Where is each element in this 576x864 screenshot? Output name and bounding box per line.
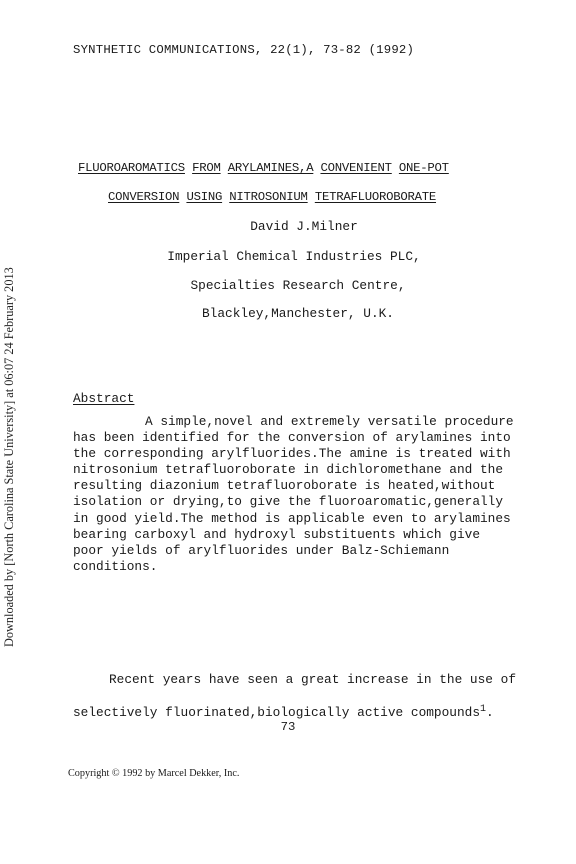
title-word: CONVERSION	[108, 190, 180, 204]
abstract-line: A simple,novel and extremely versatile procedure	[145, 414, 514, 429]
title-word: ONE-POT	[398, 161, 449, 175]
abstract-line: bearing carboxyl and hydroxyl substituents which give	[73, 526, 481, 542]
title-word: FLUOROAROMATICS	[78, 161, 185, 175]
abstract-line: isolation or drying,to give the fluoroaromatic,generally	[73, 494, 504, 510]
abstract-heading: Abstract	[73, 391, 135, 406]
title-word: TETRAFLUOROBORATE	[314, 190, 437, 204]
intro-line-end: .	[486, 705, 494, 720]
article-title-line-1	[78, 161, 449, 175]
abstract-line: nitrosonium tetrafluoroborate in dichloromethane and the	[73, 462, 504, 478]
abstract-line: the corresponding arylfluorides.The amine is treated with	[73, 446, 511, 462]
page-number: 73	[280, 720, 296, 734]
title-word: CONVENIENT	[320, 161, 392, 175]
download-watermark: Downloaded by [North Carolina State University] at 06:07 24 February 2013	[2, 267, 16, 647]
author-affiliation: Imperial Chemical Industries PLC,	[167, 249, 421, 264]
title-word: ARYLAMINES,A	[227, 161, 314, 175]
journal-header: SYNTHETIC COMMUNICATIONS, 22(1), 73-82 (1992)	[73, 43, 415, 57]
abstract-line: resulting diazonium tetrafluoroborate is heated,without	[73, 478, 496, 494]
copyright-notice: Copyright © 1992 by Marcel Dekker, Inc.	[68, 768, 240, 779]
author-affiliation: Blackley,Manchester, U.K.	[202, 306, 394, 321]
intro-line: Recent years have seen a great increase in the use of	[109, 672, 517, 687]
abstract-line: in good yield.The method is applicable even to arylamines	[73, 510, 511, 526]
intro-paragraph	[73, 665, 516, 728]
abstract-line: has been identified for the conversion of arylamines into	[73, 430, 511, 446]
intro-line-text: selectively fluorinated,biologically active compounds	[73, 705, 481, 720]
article-title-line-2	[108, 190, 436, 204]
reference-superscript: 1	[480, 704, 487, 715]
author-affiliation: Specialties Research Centre,	[190, 278, 406, 293]
title-word: USING	[186, 190, 223, 204]
title-word: FROM	[192, 161, 221, 175]
author-name: David J.Milner	[250, 219, 358, 234]
abstract-line: poor yields of arylfluorides under Balz-Schiemann	[73, 542, 450, 558]
abstract-body	[73, 414, 513, 575]
title-word: NITROSONIUM	[229, 190, 308, 204]
abstract-line: conditions.	[73, 558, 158, 574]
